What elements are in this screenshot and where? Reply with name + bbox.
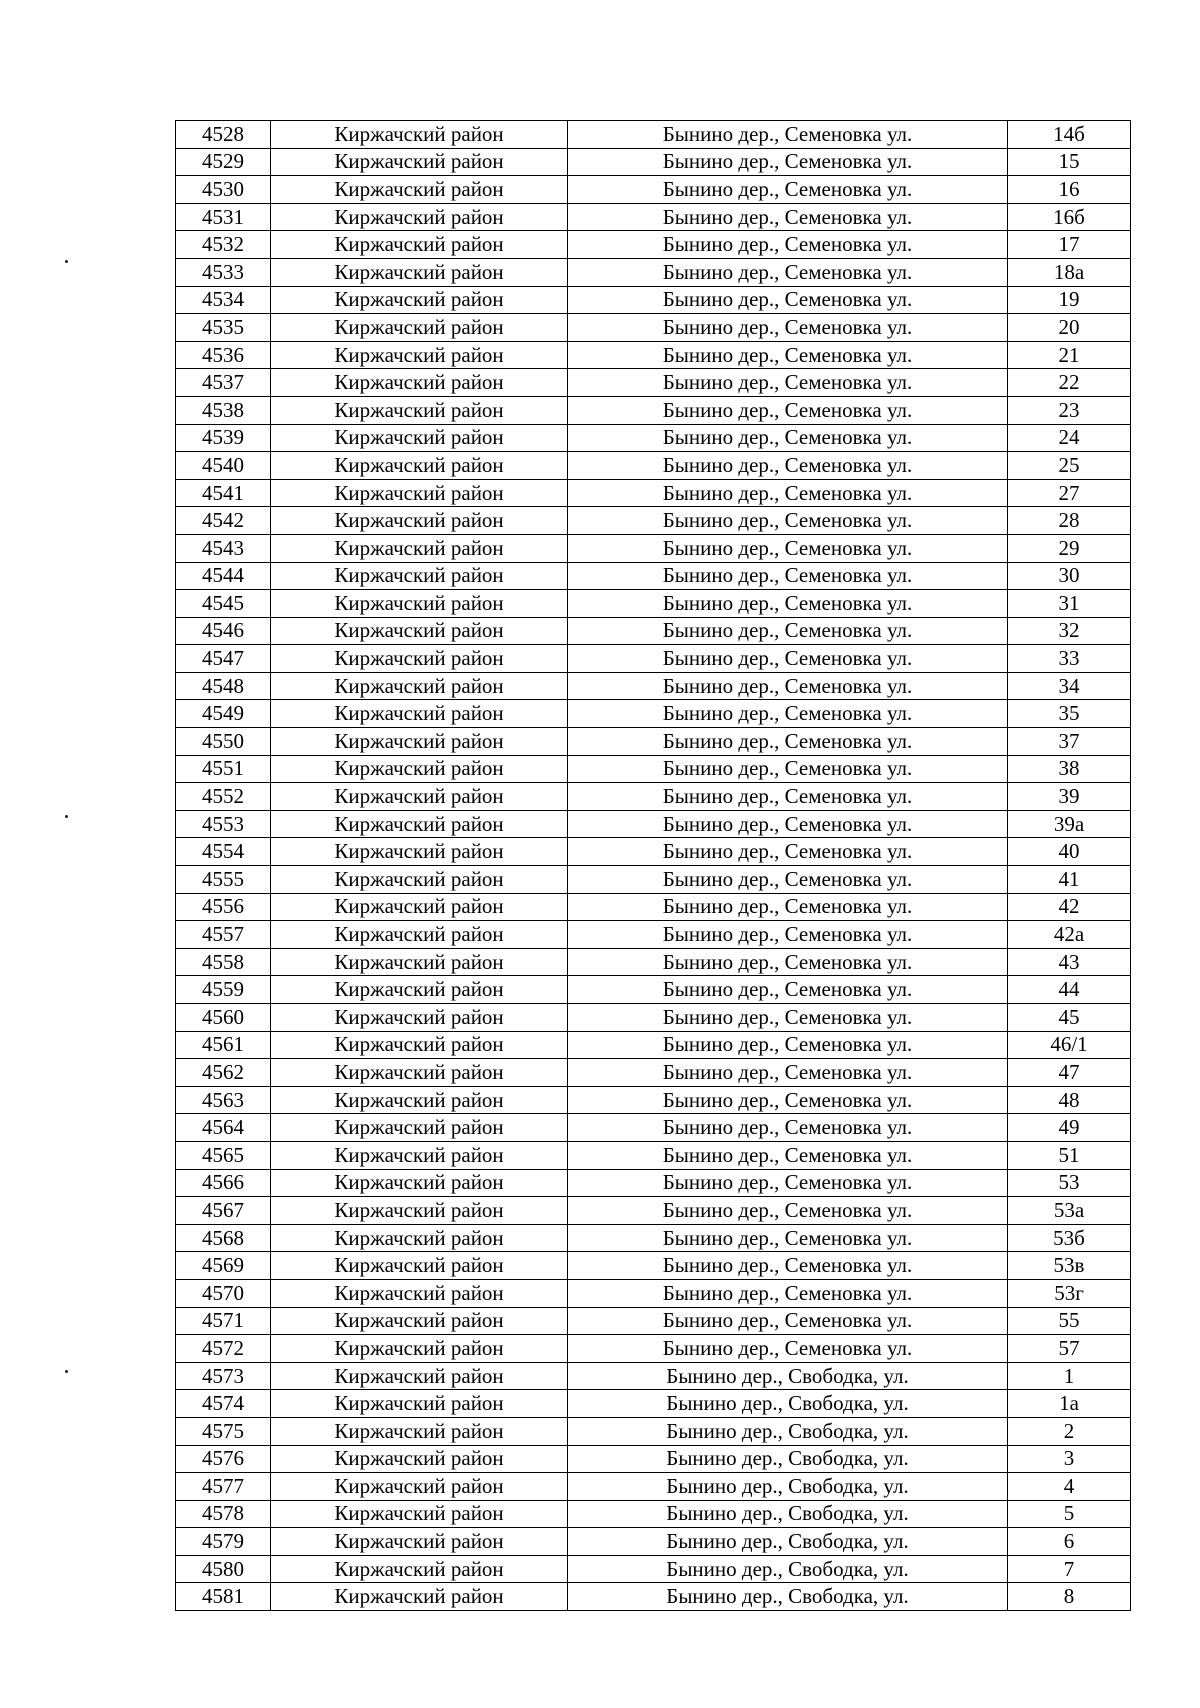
district-cell: Киржачский район [271,590,568,618]
district-cell: Киржачский район [271,534,568,562]
address-cell: Бынино дер., Семеновка ул. [568,810,1008,838]
district-cell: Киржачский район [271,728,568,756]
row-number-cell: 4581 [176,1583,271,1611]
address-cell: Бынино дер., Семеновка ул. [568,838,1008,866]
row-number-cell: 4529 [176,148,271,176]
house-number-cell: 49 [1008,1114,1131,1142]
house-number-cell: 21 [1008,341,1131,369]
table-row [176,562,1131,590]
house-number-cell: 18а [1008,258,1131,286]
district-cell: Киржачский район [271,1114,568,1142]
table-row [176,507,1131,535]
house-number-cell: 53б [1008,1224,1131,1252]
house-number-cell: 14б [1008,121,1131,149]
house-number-cell: 40 [1008,838,1131,866]
address-cell: Бынино дер., Семеновка ул. [568,534,1008,562]
table-row [176,783,1131,811]
district-cell: Киржачский район [271,893,568,921]
address-cell: Бынино дер., Семеновка ул. [568,479,1008,507]
row-number-cell: 4562 [176,1059,271,1087]
table-row [176,921,1131,949]
district-cell: Киржачский район [271,866,568,894]
table-row [176,672,1131,700]
district-cell: Киржачский район [271,1555,568,1583]
table-row [176,838,1131,866]
district-cell: Киржачский район [271,1004,568,1032]
row-number-cell: 4560 [176,1004,271,1032]
row-number-cell: 4532 [176,231,271,259]
table-row [176,893,1131,921]
row-number-cell: 4550 [176,728,271,756]
house-number-cell: 16б [1008,203,1131,231]
table-row [176,1555,1131,1583]
table-row [176,1086,1131,1114]
row-number-cell: 4528 [176,121,271,149]
district-cell: Киржачский район [271,976,568,1004]
address-cell: Бынино дер., Семеновка ул. [568,396,1008,424]
district-cell: Киржачский район [271,341,568,369]
table-row [176,1417,1131,1445]
row-number-cell: 4551 [176,755,271,783]
address-cell: Бынино дер., Семеновка ул. [568,341,1008,369]
row-number-cell: 4574 [176,1390,271,1418]
house-number-cell: 53 [1008,1169,1131,1197]
row-number-cell: 4568 [176,1224,271,1252]
row-number-cell: 4552 [176,783,271,811]
district-cell: Киржачский район [271,700,568,728]
table-row [176,755,1131,783]
address-cell: Бынино дер., Семеновка ул. [568,921,1008,949]
address-cell: Бынино дер., Семеновка ул. [568,231,1008,259]
table-row [176,1528,1131,1556]
address-cell: Бынино дер., Семеновка ул. [568,121,1008,149]
table-row [176,1500,1131,1528]
address-cell: Бынино дер., Семеновка ул. [568,700,1008,728]
table-row [176,314,1131,342]
house-number-cell: 48 [1008,1086,1131,1114]
table-row [176,976,1131,1004]
table-row [176,1169,1131,1197]
row-number-cell: 4538 [176,396,271,424]
house-number-cell: 17 [1008,231,1131,259]
address-cell: Бынино дер., Семеновка ул. [568,976,1008,1004]
house-number-cell: 29 [1008,534,1131,562]
district-cell: Киржачский район [271,1197,568,1225]
table-row [176,728,1131,756]
row-number-cell: 4567 [176,1197,271,1225]
district-cell: Киржачский район [271,1224,568,1252]
house-number-cell: 44 [1008,976,1131,1004]
district-cell: Киржачский район [271,1500,568,1528]
district-cell: Киржачский район [271,617,568,645]
district-cell: Киржачский район [271,396,568,424]
address-cell: Бынино дер., Семеновка ул. [568,1252,1008,1280]
house-number-cell: 37 [1008,728,1131,756]
house-number-cell: 28 [1008,507,1131,535]
house-number-cell: 42 [1008,893,1131,921]
table-row [176,534,1131,562]
address-cell: Бынино дер., Семеновка ул. [568,1086,1008,1114]
house-number-cell: 31 [1008,590,1131,618]
address-cell: Бынино дер., Семеновка ул. [568,755,1008,783]
house-number-cell: 25 [1008,452,1131,480]
row-number-cell: 4533 [176,258,271,286]
table-row [176,1031,1131,1059]
district-cell: Киржачский район [271,1583,568,1611]
house-number-cell: 2 [1008,1417,1131,1445]
address-cell: Бынино дер., Семеновка ул. [568,452,1008,480]
house-number-cell: 57 [1008,1335,1131,1363]
row-number-cell: 4553 [176,810,271,838]
district-cell: Киржачский район [271,1362,568,1390]
district-cell: Киржачский район [271,1279,568,1307]
table-row [176,1252,1131,1280]
row-number-cell: 4570 [176,1279,271,1307]
house-number-cell: 7 [1008,1555,1131,1583]
table-row [176,369,1131,397]
address-cell: Бынино дер., Свободка, ул. [568,1445,1008,1473]
table-row [176,396,1131,424]
address-cell: Бынино дер., Семеновка ул. [568,728,1008,756]
district-cell: Киржачский район [271,810,568,838]
house-number-cell: 32 [1008,617,1131,645]
house-number-cell: 47 [1008,1059,1131,1087]
house-number-cell: 53а [1008,1197,1131,1225]
row-number-cell: 4537 [176,369,271,397]
house-number-cell: 39 [1008,783,1131,811]
row-number-cell: 4564 [176,1114,271,1142]
house-number-cell: 3 [1008,1445,1131,1473]
row-number-cell: 4548 [176,672,271,700]
table-row [176,286,1131,314]
district-cell: Киржачский район [271,507,568,535]
address-cell: Бынино дер., Семеновка ул. [568,176,1008,204]
margin-dot-1 [65,260,68,263]
table-row [176,1390,1131,1418]
house-number-cell: 22 [1008,369,1131,397]
district-cell: Киржачский район [271,1307,568,1335]
district-cell: Киржачский район [271,1528,568,1556]
row-number-cell: 4557 [176,921,271,949]
row-number-cell: 4579 [176,1528,271,1556]
address-cell: Бынино дер., Семеновка ул. [568,1335,1008,1363]
row-number-cell: 4539 [176,424,271,452]
house-number-cell: 53г [1008,1279,1131,1307]
table-row [176,341,1131,369]
row-number-cell: 4563 [176,1086,271,1114]
house-number-cell: 51 [1008,1141,1131,1169]
table-row [176,479,1131,507]
address-cell: Бынино дер., Свободка, ул. [568,1362,1008,1390]
house-number-cell: 23 [1008,396,1131,424]
district-cell: Киржачский район [271,1141,568,1169]
house-number-cell: 27 [1008,479,1131,507]
district-cell: Киржачский район [271,1031,568,1059]
district-cell: Киржачский район [271,672,568,700]
table-row [176,176,1131,204]
house-number-cell: 39а [1008,810,1131,838]
table-row [176,1114,1131,1142]
row-number-cell: 4542 [176,507,271,535]
table-row [176,810,1131,838]
address-cell: Бынино дер., Семеновка ул. [568,645,1008,673]
margin-dot-2 [65,815,68,818]
house-number-cell: 1а [1008,1390,1131,1418]
district-cell: Киржачский район [271,921,568,949]
margin-dot-3 [65,1370,68,1373]
district-cell: Киржачский район [271,314,568,342]
address-cell: Бынино дер., Семеновка ул. [568,203,1008,231]
row-number-cell: 4559 [176,976,271,1004]
row-number-cell: 4566 [176,1169,271,1197]
house-number-cell: 15 [1008,148,1131,176]
row-number-cell: 4556 [176,893,271,921]
address-cell: Бынино дер., Семеновка ул. [568,507,1008,535]
address-cell: Бынино дер., Семеновка ул. [568,590,1008,618]
district-cell: Киржачский район [271,783,568,811]
row-number-cell: 4536 [176,341,271,369]
house-number-cell: 4 [1008,1473,1131,1501]
district-cell: Киржачский район [271,203,568,231]
row-number-cell: 4569 [176,1252,271,1280]
district-cell: Киржачский район [271,1059,568,1087]
table-row [176,1362,1131,1390]
house-number-cell: 43 [1008,948,1131,976]
row-number-cell: 4575 [176,1417,271,1445]
house-number-cell: 5 [1008,1500,1131,1528]
district-cell: Киржачский район [271,479,568,507]
row-number-cell: 4571 [176,1307,271,1335]
district-cell: Киржачский район [271,148,568,176]
address-cell: Бынино дер., Семеновка ул. [568,369,1008,397]
district-cell: Киржачский район [271,121,568,149]
row-number-cell: 4580 [176,1555,271,1583]
address-cell: Бынино дер., Свободка, ул. [568,1390,1008,1418]
house-number-cell: 19 [1008,286,1131,314]
row-number-cell: 4530 [176,176,271,204]
table-row [176,1004,1131,1032]
table-row [176,645,1131,673]
row-number-cell: 4578 [176,1500,271,1528]
table-row [176,452,1131,480]
district-cell: Киржачский район [271,1417,568,1445]
table-row [176,148,1131,176]
district-cell: Киржачский район [271,1445,568,1473]
house-number-cell: 24 [1008,424,1131,452]
district-cell: Киржачский район [271,258,568,286]
table-row [176,1335,1131,1363]
table-row [176,700,1131,728]
row-number-cell: 4572 [176,1335,271,1363]
house-number-cell: 30 [1008,562,1131,590]
house-number-cell: 53в [1008,1252,1131,1280]
row-number-cell: 4535 [176,314,271,342]
house-number-cell: 41 [1008,866,1131,894]
row-number-cell: 4577 [176,1473,271,1501]
table-row [176,121,1131,149]
house-number-cell: 46/1 [1008,1031,1131,1059]
row-number-cell: 4555 [176,866,271,894]
address-cell: Бынино дер., Свободка, ул. [568,1417,1008,1445]
address-cell: Бынино дер., Семеновка ул. [568,424,1008,452]
house-number-cell: 6 [1008,1528,1131,1556]
house-number-cell: 34 [1008,672,1131,700]
table-row [176,1224,1131,1252]
address-cell: Бынино дер., Свободка, ул. [568,1528,1008,1556]
address-registry-table [175,120,1131,1611]
row-number-cell: 4576 [176,1445,271,1473]
row-number-cell: 4534 [176,286,271,314]
house-number-cell: 1 [1008,1362,1131,1390]
house-number-cell: 45 [1008,1004,1131,1032]
district-cell: Киржачский район [271,369,568,397]
address-cell: Бынино дер., Семеновка ул. [568,866,1008,894]
district-cell: Киржачский район [271,755,568,783]
table-row [176,1307,1131,1335]
address-cell: Бынино дер., Свободка, ул. [568,1555,1008,1583]
table-row [176,1197,1131,1225]
table-row [176,617,1131,645]
table-row [176,1059,1131,1087]
row-number-cell: 4547 [176,645,271,673]
row-number-cell: 4558 [176,948,271,976]
district-cell: Киржачский район [271,562,568,590]
address-cell: Бынино дер., Семеновка ул. [568,148,1008,176]
district-cell: Киржачский район [271,838,568,866]
house-number-cell: 55 [1008,1307,1131,1335]
address-cell: Бынино дер., Семеновка ул. [568,314,1008,342]
district-cell: Киржачский район [271,424,568,452]
house-number-cell: 33 [1008,645,1131,673]
row-number-cell: 4546 [176,617,271,645]
row-number-cell: 4540 [176,452,271,480]
table-row [176,1445,1131,1473]
address-cell: Бынино дер., Семеновка ул. [568,1114,1008,1142]
address-cell: Бынино дер., Семеновка ул. [568,1059,1008,1087]
district-cell: Киржачский район [271,1086,568,1114]
table-body [176,121,1131,1611]
table-row [176,424,1131,452]
address-cell: Бынино дер., Свободка, ул. [568,1583,1008,1611]
address-cell: Бынино дер., Свободка, ул. [568,1500,1008,1528]
house-number-cell: 35 [1008,700,1131,728]
row-number-cell: 4561 [176,1031,271,1059]
row-number-cell: 4544 [176,562,271,590]
address-cell: Бынино дер., Семеновка ул. [568,1307,1008,1335]
address-cell: Бынино дер., Семеновка ул. [568,1141,1008,1169]
district-cell: Киржачский район [271,948,568,976]
row-number-cell: 4541 [176,479,271,507]
district-cell: Киржачский район [271,1390,568,1418]
address-cell: Бынино дер., Семеновка ул. [568,562,1008,590]
house-number-cell: 38 [1008,755,1131,783]
district-cell: Киржачский район [271,176,568,204]
table-row [176,866,1131,894]
address-cell: Бынино дер., Семеновка ул. [568,258,1008,286]
address-cell: Бынино дер., Семеновка ул. [568,672,1008,700]
table-row [176,203,1131,231]
row-number-cell: 4545 [176,590,271,618]
row-number-cell: 4565 [176,1141,271,1169]
district-cell: Киржачский район [271,286,568,314]
table-row [176,1141,1131,1169]
address-cell: Бынино дер., Семеновка ул. [568,1004,1008,1032]
district-cell: Киржачский район [271,1473,568,1501]
district-cell: Киржачский район [271,1252,568,1280]
address-cell: Бынино дер., Семеновка ул. [568,783,1008,811]
district-cell: Киржачский район [271,1335,568,1363]
address-cell: Бынино дер., Семеновка ул. [568,948,1008,976]
table-row [176,1279,1131,1307]
row-number-cell: 4543 [176,534,271,562]
row-number-cell: 4554 [176,838,271,866]
address-cell: Бынино дер., Семеновка ул. [568,1279,1008,1307]
house-number-cell: 8 [1008,1583,1131,1611]
district-cell: Киржачский район [271,1169,568,1197]
address-cell: Бынино дер., Семеновка ул. [568,893,1008,921]
table-row [176,231,1131,259]
table-row [176,948,1131,976]
address-cell: Бынино дер., Семеновка ул. [568,1197,1008,1225]
district-cell: Киржачский район [271,231,568,259]
house-number-cell: 16 [1008,176,1131,204]
row-number-cell: 4573 [176,1362,271,1390]
address-cell: Бынино дер., Семеновка ул. [568,1169,1008,1197]
house-number-cell: 20 [1008,314,1131,342]
address-cell: Бынино дер., Семеновка ул. [568,1031,1008,1059]
table-row [176,1583,1131,1611]
address-cell: Бынино дер., Семеновка ул. [568,617,1008,645]
district-cell: Киржачский район [271,645,568,673]
row-number-cell: 4531 [176,203,271,231]
table-row [176,1473,1131,1501]
district-cell: Киржачский район [271,452,568,480]
house-number-cell: 42а [1008,921,1131,949]
address-cell: Бынино дер., Свободка, ул. [568,1473,1008,1501]
table-row [176,258,1131,286]
table-row [176,590,1131,618]
address-cell: Бынино дер., Семеновка ул. [568,286,1008,314]
address-cell: Бынино дер., Семеновка ул. [568,1224,1008,1252]
row-number-cell: 4549 [176,700,271,728]
